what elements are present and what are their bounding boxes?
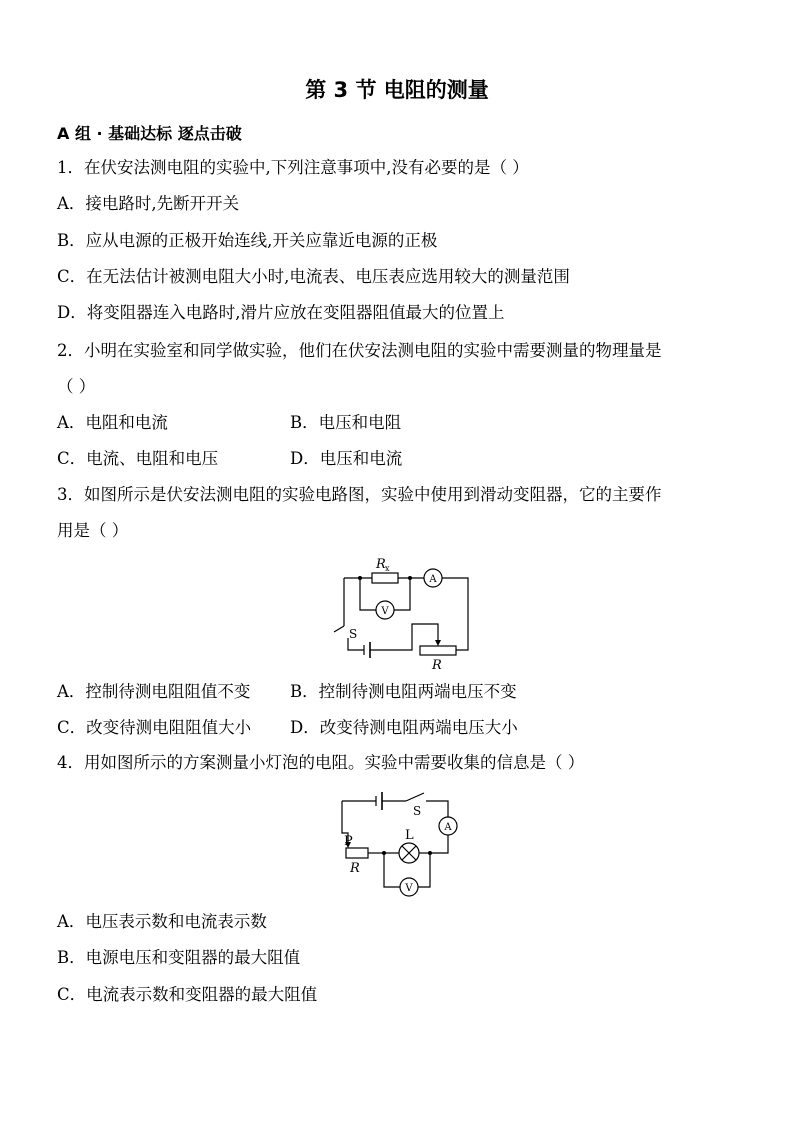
q3-switch-label: S	[349, 627, 358, 641]
q2-option-a: A．电阻和电流	[57, 413, 168, 432]
q3-option-d: D．改变待测电阻两端电压大小	[290, 718, 518, 737]
q3-rheostat-label: R	[432, 658, 442, 673]
section-heading: A 组 · 基础达标 逐点击破	[57, 124, 242, 143]
q1-option-b: B．应从电源的正极开始连线,开关应靠近电源的正极	[57, 231, 438, 250]
q4-switch-label: S	[413, 804, 422, 818]
q4-ammeter-label: A	[444, 822, 452, 833]
q3-rx-label: R	[376, 557, 386, 572]
q3-circuit-diagram	[320, 552, 480, 678]
q3-ammeter-label: A	[429, 574, 437, 585]
q2-option-c: C．电流、电阻和电压	[57, 449, 219, 468]
q4-lamp-label: L	[405, 828, 414, 843]
q4-stem: 4．用如图所示的方案测量小灯泡的电阻。实验中需要收集的信息是（ ）	[57, 753, 585, 772]
q3-stem-line2: 用是（ ）	[57, 521, 129, 540]
q2-option-d: D．电压和电流	[290, 449, 403, 468]
q1-option-a: A．接电路时,先断开开关	[57, 194, 240, 213]
q4-voltmeter-label: V	[405, 883, 413, 894]
q2-stem-line1: 2．小明在实验室和同学做实验，他们在伏安法测电阻的实验中需要测量的物理量是	[57, 341, 662, 360]
q4-option-c: C．电流表示数和变阻器的最大阻值	[57, 985, 318, 1004]
q4-option-a: A．电压表示数和电流表示数	[57, 912, 267, 931]
q4-circuit-diagram	[330, 785, 460, 907]
q3-option-c: C．改变待测电阻阻值大小	[57, 718, 252, 737]
q3-rx-subscript: x	[385, 564, 390, 573]
q3-option-b: B．控制待测电阻两端电压不变	[290, 682, 517, 701]
q3-option-a: A．控制待测电阻阻值不变	[57, 682, 251, 701]
q3-voltmeter-label: V	[381, 606, 389, 617]
q2-option-b: B．电压和电阻	[290, 413, 402, 432]
q1-option-d: D．将变阻器连入电路时,滑片应放在变阻器阻值最大的位置上	[57, 303, 505, 322]
q3-stem-line1: 3．如图所示是伏安法测电阻的实验电路图，实验中使用到滑动变阻器，它的主要作	[57, 485, 662, 504]
q1-option-c: C．在无法估计被测电阻大小时,电流表、电压表应选用较大的测量范围	[57, 267, 570, 286]
q4-rheostat-label: R	[350, 861, 360, 876]
q1-stem: 1．在伏安法测电阻的实验中,下列注意事项中,没有必要的是（ ）	[57, 158, 529, 177]
q4-slider-label: P	[344, 834, 353, 849]
q2-stem-line2: （ ）	[57, 377, 96, 396]
q4-option-b: B．电源电压和变阻器的最大阻值	[57, 948, 301, 967]
page-title: 第 3 节 电阻的测量	[305, 78, 489, 102]
